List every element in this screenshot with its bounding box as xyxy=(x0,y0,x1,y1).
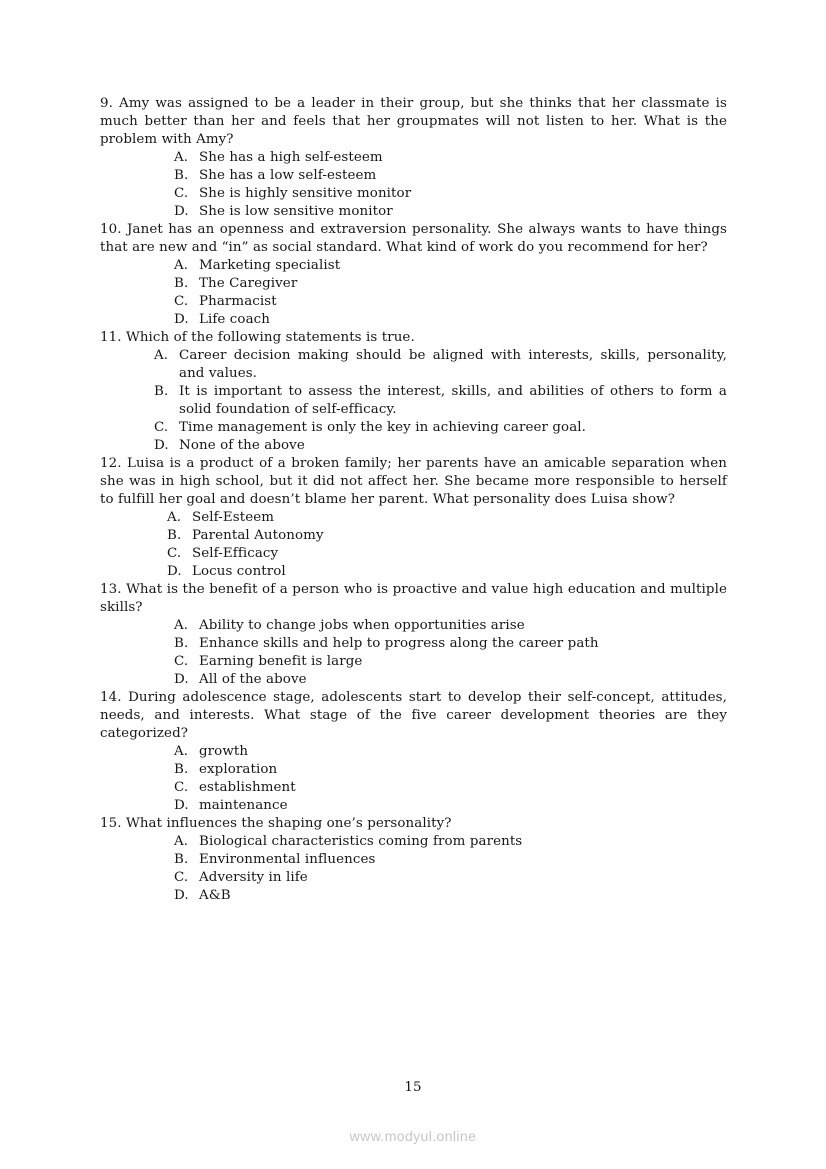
option-row xyxy=(100,635,727,653)
option-row xyxy=(100,743,727,761)
option-row xyxy=(100,167,727,185)
option-text: growth xyxy=(199,744,249,759)
option-letter: C. xyxy=(174,654,189,669)
option-row xyxy=(100,383,727,419)
option-text: None of the above xyxy=(179,438,305,453)
options-list xyxy=(100,149,727,221)
option-letter: C. xyxy=(174,294,189,309)
option-text: She has a low self-esteem xyxy=(199,168,377,183)
question-text: 11. Which of the following statements is true. xyxy=(100,330,415,345)
option-text: Self-Esteem xyxy=(192,510,275,525)
option-text: Ability to change jobs when opportunities arise xyxy=(199,618,525,633)
question-block xyxy=(100,221,727,329)
option-text: Career decision making should be aligned with interests, skills, personality, and values. xyxy=(179,348,727,381)
option-letter: D. xyxy=(174,888,189,903)
option-letter: C. xyxy=(174,780,189,795)
option-row xyxy=(100,509,727,527)
option-text: Earning benefit is large xyxy=(199,654,363,669)
option-letter: B. xyxy=(174,636,189,651)
option-letter: A. xyxy=(174,834,189,849)
option-row xyxy=(100,617,727,635)
option-letter: D. xyxy=(174,672,189,687)
option-row xyxy=(100,347,727,383)
option-letter: C. xyxy=(167,546,182,561)
option-letter: C. xyxy=(174,186,189,201)
question-text: 12. Luisa is a product of a broken family; her parents have an amicable separation when she was in high school, but it did not affect her. She became more responsible to herself to fulfill her goal and doesn’t blame her parent. What personality does Luisa show? xyxy=(100,456,727,507)
option-text: All of the above xyxy=(199,672,307,687)
option-row xyxy=(100,779,727,797)
option-letter: D. xyxy=(154,438,169,453)
option-row xyxy=(100,797,727,815)
option-text: Pharmacist xyxy=(199,294,277,309)
option-text: Enhance skills and help to progress along the career path xyxy=(199,636,599,651)
option-row xyxy=(100,185,727,203)
option-text: Life coach xyxy=(199,312,270,327)
option-letter: B. xyxy=(167,528,182,543)
option-row xyxy=(100,851,727,869)
option-row xyxy=(100,869,727,887)
option-letter: B. xyxy=(174,168,189,183)
options-list xyxy=(100,617,727,689)
option-letter: B. xyxy=(174,762,189,777)
option-row xyxy=(100,311,727,329)
watermark: www.modyul.online xyxy=(349,1128,477,1144)
option-letter: C. xyxy=(174,870,189,885)
option-letter: A. xyxy=(167,510,182,525)
option-row xyxy=(100,833,727,851)
page-number: 15 xyxy=(404,1080,422,1095)
question-text: 13. What is the benefit of a person who is proactive and value high education and multiple skills? xyxy=(100,582,727,615)
option-row xyxy=(100,149,727,167)
questions-container xyxy=(100,95,727,905)
option-letter: D. xyxy=(174,312,189,327)
question-block xyxy=(100,689,727,815)
options-list xyxy=(100,347,727,455)
option-text: She is highly sensitive monitor xyxy=(199,186,412,201)
option-text: Adversity in life xyxy=(199,870,308,885)
option-row xyxy=(100,563,727,581)
option-text: The Caregiver xyxy=(199,276,298,291)
question-block xyxy=(100,95,727,221)
option-letter: B. xyxy=(154,384,169,399)
option-text: Locus control xyxy=(192,564,286,579)
option-letter: A. xyxy=(174,258,189,273)
option-text: A&B xyxy=(199,888,231,903)
question-text: 10. Janet has an openness and extraversion personality. She always wants to have things that are new and “in” as social standard. What kind of work do you recommend for her? xyxy=(100,222,727,255)
option-row xyxy=(100,293,727,311)
option-letter: C. xyxy=(154,420,169,435)
option-text: Self-Efficacy xyxy=(192,546,279,561)
option-text: maintenance xyxy=(199,798,288,813)
option-row xyxy=(100,257,727,275)
option-text: Parental Autonomy xyxy=(192,528,324,543)
options-list xyxy=(100,257,727,329)
option-letter: D. xyxy=(167,564,182,579)
option-letter: A. xyxy=(174,744,189,759)
option-row xyxy=(100,203,727,221)
option-text: establishment xyxy=(199,780,296,795)
option-text: She is low sensitive monitor xyxy=(199,204,393,219)
option-letter: D. xyxy=(174,798,189,813)
option-row xyxy=(100,545,727,563)
question-text: 9. Amy was assigned to be a leader in their group, but she thinks that her classmate is much better than her and feels that her groupmates will not listen to her. What is the problem with Amy? xyxy=(100,96,727,147)
option-letter: D. xyxy=(174,204,189,219)
option-row xyxy=(100,275,727,293)
option-row xyxy=(100,887,727,905)
option-row xyxy=(100,437,727,455)
option-text: exploration xyxy=(199,762,278,777)
options-list xyxy=(100,509,727,581)
option-letter: B. xyxy=(174,852,189,867)
option-row xyxy=(100,653,727,671)
option-row xyxy=(100,761,727,779)
question-block xyxy=(100,329,727,455)
option-text: Marketing specialist xyxy=(199,258,341,273)
question-block xyxy=(100,455,727,581)
options-list xyxy=(100,743,727,815)
option-text: It is important to assess the interest, skills, and abilities of others to form a solid foundation of self-efficacy. xyxy=(179,384,727,417)
question-text: 15. What influences the shaping one’s personality? xyxy=(100,816,452,831)
option-text: Biological characteristics coming from parents xyxy=(199,834,523,849)
option-text: Time management is only the key in achieving career goal. xyxy=(179,420,587,435)
option-letter: B. xyxy=(174,276,189,291)
option-text: She has a high self-esteem xyxy=(199,150,383,165)
question-text: 14. During adolescence stage, adolescents start to develop their self-concept, attitudes, needs, and interests. What stage of the five career development theories are they categorized? xyxy=(100,690,727,741)
option-letter: A. xyxy=(174,618,189,633)
option-row xyxy=(100,671,727,689)
option-letter: A. xyxy=(174,150,189,165)
option-row xyxy=(100,527,727,545)
option-row xyxy=(100,419,727,437)
question-block xyxy=(100,581,727,689)
option-letter: A. xyxy=(154,348,169,363)
option-text: Environmental influences xyxy=(199,852,376,867)
options-list xyxy=(100,833,727,905)
question-block xyxy=(100,815,727,905)
